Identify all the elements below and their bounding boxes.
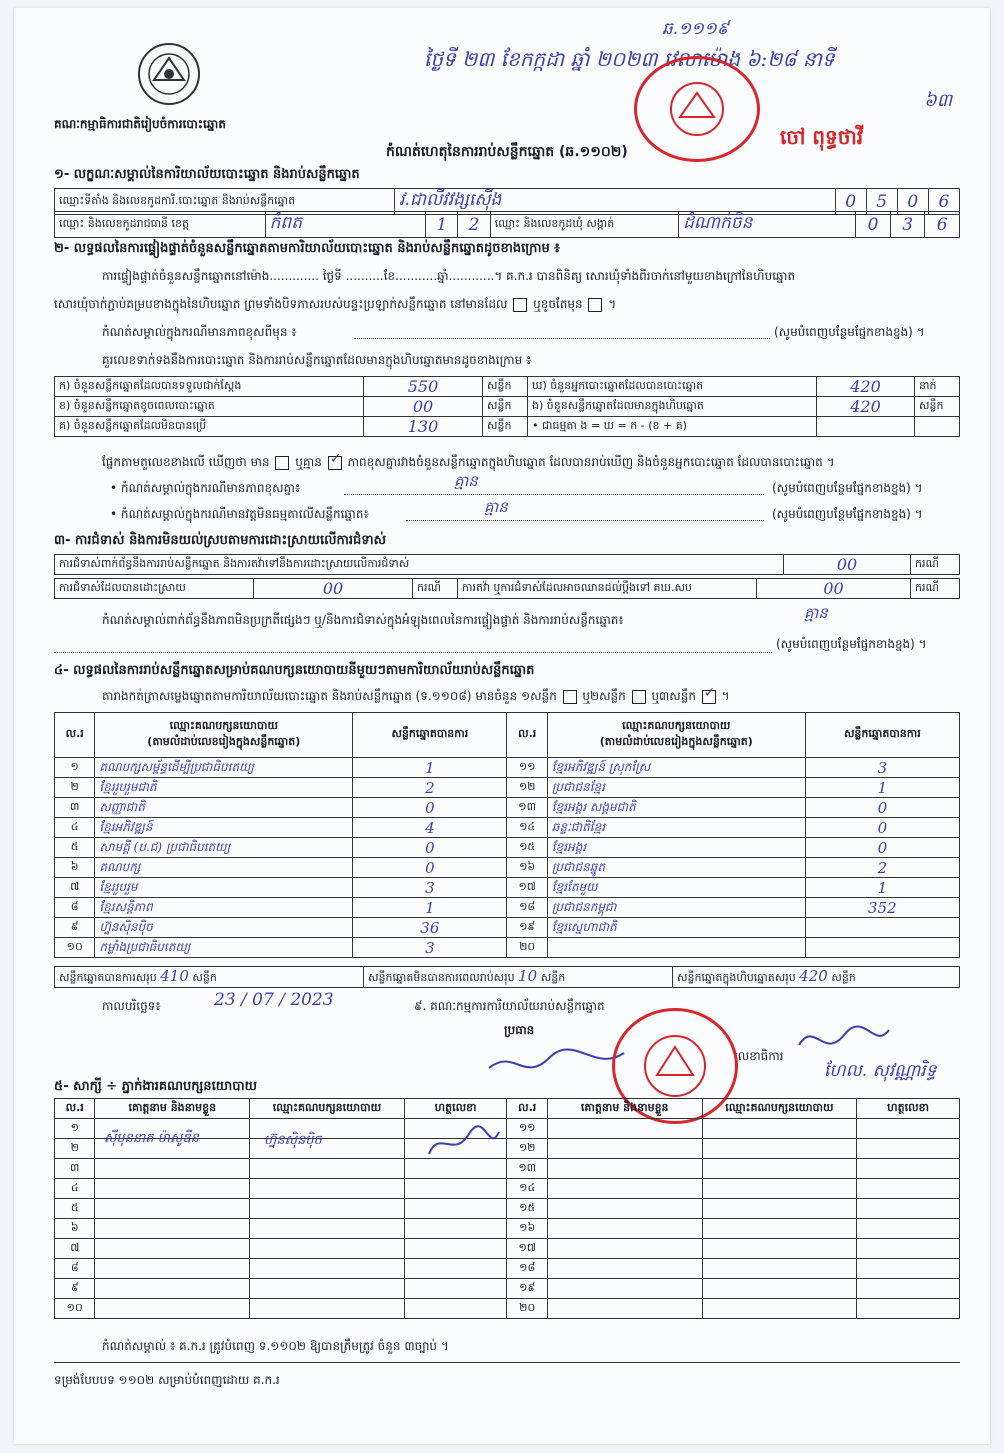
- sign-cell: [857, 1299, 960, 1319]
- row2b-text: ការតវ៉ា ឬការជំទាស់ដែលអាចឈានដល់ប្តឹងទៅ គឃ.សប: [458, 579, 757, 599]
- sum-valid: 410: [160, 967, 189, 985]
- row-no: ២០: [507, 938, 547, 958]
- row1-value: 00: [784, 555, 911, 575]
- count-unit: [915, 417, 960, 437]
- section2-para2: សោរឃុំចាក់ភ្ជាប់គម្របខាងក្នុងនៃហិបឆ្នោត ព្រមទាំងបិទ​ភាសរបស់បន្ទះប្រឡាក់សន្លឹកឆ្នោត នៅមានដែល ឬខូចតែមុន ។: [54, 297, 617, 311]
- unit: សន្លឹក: [540, 971, 566, 984]
- code-digit: 2: [458, 212, 490, 238]
- note1: • កំណត់សម្គាល់ក្នុងករណីមានភាពខុសគ្នា៖: [110, 481, 301, 495]
- section1-table-row2: [54, 211, 960, 238]
- vote-count: 1: [805, 778, 959, 798]
- row-no: ១៧: [507, 878, 547, 898]
- sum-box-label: សន្លឹកឆ្នោតក្នុងហិបឆ្នោតសរុប: [677, 971, 796, 984]
- emblem-icon: [134, 40, 204, 108]
- col-party: [95, 713, 353, 758]
- count-unit: សន្លឹក: [915, 397, 960, 417]
- dotted-line: [354, 338, 770, 339]
- witness-name-hw: ស៊ីមុននាត ម៉ាសូឌីន: [104, 1131, 199, 1146]
- party-cell: [702, 1279, 857, 1299]
- sign-cell: [404, 1259, 507, 1279]
- row2-label2: ឈ្មោះ និងលេខកូដឃុំ សង្កាត់: [490, 212, 678, 238]
- row-no: ៣: [55, 1159, 95, 1179]
- name-cell: [547, 1119, 702, 1139]
- count-label: ក) ចំនួនសន្លឹកឆ្នោតដែលបានទទួលជាក់ស្តែង: [55, 377, 364, 397]
- section3-note-hw: គ្មាន: [804, 604, 828, 622]
- row2-unit: ករណី: [413, 579, 458, 599]
- row-no: ១១: [507, 1119, 547, 1139]
- row-no: ១២: [507, 1139, 547, 1159]
- count-unit: សន្លឹក: [483, 377, 528, 397]
- vote-count: 4: [353, 818, 507, 838]
- table-row: [55, 1219, 960, 1239]
- party-cell: [250, 1219, 405, 1239]
- row-no: ១៥: [507, 1199, 547, 1219]
- sign-cell: [857, 1239, 960, 1259]
- code-digit: 6: [925, 212, 960, 238]
- party-name: ខ្មែរអភិវឌ្ឍន៍ ស្រុកស្រែ: [547, 758, 805, 778]
- hw-number-2: ៦៣: [924, 90, 953, 111]
- party-cell: [250, 1299, 405, 1319]
- row2-value: 00: [254, 579, 413, 599]
- note2: • កំណត់សម្គាល់ក្នុងករណីមានវត្តមិនធម្មតាលើសន្លឹកឆ្នោត៖: [110, 507, 369, 521]
- sign-cell: [404, 1279, 507, 1299]
- party-name: កម្លាំងប្រជាធិបតេយ្យ: [95, 938, 353, 958]
- row-no: ១៣: [507, 1159, 547, 1179]
- section3-note: កំណត់សម្គាល់ពាក់ព័ន្ធនឹងភាពមិនប្រក្រតីផ្សេងៗ ឬ/និងការជំទាស់ក្នុងអំឡុងពេលនៃការផ្ទៀងផ្ទាត់ និងការរាប់សន្លឹកឆ្នោត៖: [102, 613, 624, 627]
- note1-hw: គ្មាន: [454, 472, 478, 490]
- table-row: [55, 1299, 960, 1319]
- name-cell: [95, 1299, 250, 1319]
- section1-heading: ១- លក្ខណៈសម្គាល់នៃការិយាល័យបោះឆ្នោត និងរាប់សន្លឹកឆ្នោត: [54, 167, 360, 182]
- sign-cell: [404, 1239, 507, 1259]
- party-name: ប្រជាជនខ្មែរ: [547, 778, 805, 798]
- row-no: ៥: [55, 838, 95, 858]
- party-cell: [702, 1179, 857, 1199]
- sum-valid-cell: [55, 967, 364, 988]
- party-cell: [250, 1159, 405, 1179]
- section2-para4: គួរលេខទាក់ទងនឹងការបោះឆ្នោត និងការរាប់សន្លឹកឆ្នោតដែលមានក្នុងហិបឆ្នោតមានដូចខាងក្រោម ៖: [102, 353, 532, 367]
- col-party-sub: (តាមលំដាប់លេខរៀងក្នុងសន្លឹកឆ្នោត): [599, 735, 753, 748]
- table-row: [55, 758, 960, 778]
- signature-icon: [424, 1124, 504, 1164]
- note2-hint: (សូមបំពេញបន្ថែមផ្នែកខាងខ្នង) ។: [772, 507, 923, 521]
- col-party: [547, 713, 805, 758]
- hw-date-line: ថ្ងៃទី ២៣ ខែកក្កដា ឆ្នាំ ២០២៣ វេលាម៉ោង ៦:២៨ នាទី: [424, 47, 835, 71]
- check-none-text: ឬគ្មាន: [295, 455, 322, 469]
- row-no: ១៩: [507, 918, 547, 938]
- vote-count: 352: [805, 898, 959, 918]
- row-no: ៦: [55, 858, 95, 878]
- party-name: [547, 938, 805, 958]
- vote-count: 1: [353, 758, 507, 778]
- vote-count: 0: [353, 798, 507, 818]
- party-cell: [250, 1199, 405, 1219]
- counts-table: [54, 376, 960, 437]
- section2-heading: ២- លទ្ធផលនៃការផ្ទៀងផ្ទាត់ចំនួនសន្លឹកឆ្នោតតាមការិយាល័យបោះឆ្នោត និងរាប់សន្លឹកឆ្នោតដូចខាងក្រោម ៖: [54, 241, 560, 256]
- row-no: ៩: [55, 918, 95, 938]
- row1-label: ឈ្មោះទីតាំង និងលេខកូដការិ.បោះឆ្នោត និងរាប់សន្លឹកឆ្នោត: [55, 189, 395, 215]
- row-no: ៧: [55, 1239, 95, 1259]
- count-unit: នាក់: [915, 377, 960, 397]
- table-row: [55, 918, 960, 938]
- party-cell: [702, 1259, 857, 1279]
- name-cell: [547, 1259, 702, 1279]
- row-no: ៨: [55, 898, 95, 918]
- col-party-sub: (តាមលំដាប់លេខរៀងក្នុងសន្លឹកឆ្នោត): [147, 735, 301, 748]
- row2-text: ការជំទាស់ដែលបានដោះស្រាយ: [55, 579, 254, 599]
- check-line: [102, 450, 835, 472]
- count-value: 420: [817, 377, 915, 397]
- checkbox-icon[interactable]: [588, 298, 602, 312]
- section5-heading: ៥- សាក្សី ÷ ភ្នាក់ងារគណបក្សនយោបាយ: [54, 1079, 257, 1094]
- table-row: [55, 898, 960, 918]
- row-no: ១០: [55, 938, 95, 958]
- unit: សន្លឹក: [831, 971, 856, 984]
- row-no: ១៩: [507, 1279, 547, 1299]
- sign-cell: [857, 1279, 960, 1299]
- form-title: កំណត់ហេតុនៃការរាប់សន្លឹកឆ្នោត (ឆ.១១០២): [386, 144, 628, 160]
- row-no: ១: [55, 1119, 95, 1139]
- table-row: [55, 798, 960, 818]
- party-cell: [250, 1279, 405, 1299]
- row-no: ១: [55, 758, 95, 778]
- section4-heading: ៤- លទ្ធផលនៃការរាប់សន្លឹកឆ្នោតសម្រាប់គណបក្សនយោបាយនីមួយៗតាមការិយាល័យរាប់សន្លឹកឆ្នោត: [54, 663, 535, 678]
- col-party-label: ឈ្មោះគណបក្សនយោបាយ: [169, 719, 278, 732]
- party-cell: [702, 1219, 857, 1239]
- party-name: ខ្មែរតែមួយ: [547, 878, 805, 898]
- row-no: ១៨: [507, 898, 547, 918]
- sign-cell: [404, 1179, 507, 1199]
- divider: [54, 1362, 960, 1363]
- section3-note-hint: (សូមបំពេញបន្ថែមផ្នែកខាងខ្នង) ។: [776, 637, 927, 651]
- row1-unit: ករណី: [911, 555, 960, 575]
- signature-icon: [794, 1020, 894, 1060]
- count-unit: សន្លឹក: [483, 397, 528, 417]
- counts-row: [55, 417, 960, 437]
- witness-party-hw: ហ្វ៊ុនស៊ិនប៉ិច: [264, 1133, 322, 1148]
- table-row: [55, 878, 960, 898]
- row-no: ៤: [55, 1179, 95, 1199]
- party-cell: [702, 1159, 857, 1179]
- table-row: [55, 1159, 960, 1179]
- party-name: ខ្មែររួបរួម: [95, 878, 353, 898]
- count-value: 130: [364, 417, 483, 437]
- table-row: [55, 1279, 960, 1299]
- checkbox-checked-icon[interactable]: ✓: [328, 456, 342, 470]
- vote-count: 2: [805, 858, 959, 878]
- para2b-text: ឬខូចតែមុន: [533, 297, 583, 311]
- vote-count: 0: [353, 838, 507, 858]
- note2-hw: គ្មាន: [484, 498, 508, 516]
- sign-cell: [404, 1299, 507, 1319]
- intro-text: តារាងកត់ត្រាសម្លេងឆ្នោតតាមការិយាល័យបោះឆ្នោត និងរាប់សន្លឹកឆ្នោត (ទ.១១០៨) មានចំនួន ១សន្លឹក: [102, 689, 557, 703]
- para3-hint: (សូមបំពេញបន្ថែមផ្នែកខាងខ្នង) ។: [774, 325, 925, 339]
- name-cell: [547, 1199, 702, 1219]
- col-no: ល.រ: [55, 713, 95, 758]
- party-cell: [702, 1139, 857, 1159]
- code-digit: 1: [426, 212, 458, 238]
- name-cell: [547, 1239, 702, 1259]
- checkbox-checked-icon[interactable]: ✓: [702, 690, 716, 704]
- party-name: សាមគ្គី (ប.ជ) ប្រជាធិបតេយ្យ: [95, 838, 353, 858]
- row-no: ៩: [55, 1279, 95, 1299]
- row2-label: ឈ្មោះ និងលេខកូដរាជធានី ខេត្ត: [55, 212, 266, 238]
- name-cell: [547, 1139, 702, 1159]
- sum-box-cell: [673, 967, 960, 988]
- dotted-line: [344, 494, 764, 495]
- sum-invalid-cell: [364, 967, 673, 988]
- col-votes: សន្លឹកឆ្នោតបានការ: [353, 713, 507, 758]
- dotted-line: [406, 520, 764, 521]
- table-row: [55, 818, 960, 838]
- vote-count: 36: [353, 918, 507, 938]
- row-no: ១២: [507, 778, 547, 798]
- form-page: [14, 8, 990, 1444]
- vote-count: 1: [353, 898, 507, 918]
- row-no: ៧: [55, 878, 95, 898]
- objections-table-2: [54, 578, 960, 599]
- count-value: 550: [364, 377, 483, 397]
- vote-count: 2: [353, 778, 507, 798]
- name-cell: [547, 1159, 702, 1179]
- dotted-line: [54, 652, 772, 653]
- secretary-label: លេខាធិការ: [734, 1049, 784, 1063]
- sign-cell: [857, 1219, 960, 1239]
- sum-invalid: 10: [518, 967, 538, 985]
- count-value: 420: [817, 397, 915, 417]
- party-name: ប្រជាជនកម្ពុជា: [547, 898, 805, 918]
- name-cell: [95, 1239, 250, 1259]
- row-no: ១៧: [507, 1239, 547, 1259]
- totals-table: [54, 966, 960, 988]
- section2-para3: កំណត់សម្គាល់ក្នុងករណីមានភាពខុសពីមុន ៖: [102, 325, 297, 339]
- hw-number: ឆ.១១១៩: [662, 19, 729, 39]
- counts-row: [55, 397, 960, 417]
- vote-count: [805, 918, 959, 938]
- footer-note: កំណត់សម្គាល់ ៖ គ.ក.រ ត្រូវបំពេញ ទ.១១០២ ឱ្យបានត្រឹមត្រូវ ចំនួន ៣ច្បាប់ ។: [102, 1339, 449, 1353]
- party-cell: [250, 1259, 405, 1279]
- sign-cell: [404, 1219, 507, 1239]
- name-cell: [547, 1279, 702, 1299]
- sign-cell: [857, 1199, 960, 1219]
- col-sign: ហត្ថលេខា: [404, 1099, 507, 1119]
- party-name: ហ្វ៊ុនស៊ិនប៉ិច: [95, 918, 353, 938]
- count-label: ង) ចំនួនសន្លឹកឆ្នោតដែលមានក្នុងហិបឆ្នោត: [528, 397, 817, 417]
- row-no: ១៤: [507, 818, 547, 838]
- row-no: ៣: [55, 798, 95, 818]
- party-name: ខ្មែរអភិវឌ្ឍន៍: [95, 818, 353, 838]
- vote-count: 3: [353, 938, 507, 958]
- row1-text: ការជំទាស់ពាក់ព័ន្ធនឹងការរាប់សន្លឹកឆ្នោត និងការតវ៉ាទៅនឹងការដោះស្រាយលើការជំទាស់: [55, 555, 784, 575]
- commission-name: គណៈកម្មាធិការជាតិរៀបចំការបោះឆ្នោត: [54, 117, 226, 131]
- name-cell: [95, 1219, 250, 1239]
- section2-para1: ការផ្ទៀងផ្ទាត់ចំនួនសន្លឹកឆ្នោតនៅម៉ោង............. ថ្ងៃទី ..........ខែ...........ឆ្នាំ............។ គ.ក.រ បានពិនិត្យ សោរឃុំទាំងពីរចាក់នៅមួយខាងក្រៅនៃហិបឆ្នោត: [102, 269, 796, 283]
- row-no: ៤: [55, 818, 95, 838]
- form-footer: ទម្រង់បែបបទ ១១០២ សម្រាប់បំពេញដោយ គ.ក.រ: [54, 1373, 280, 1387]
- checkbox-icon[interactable]: [632, 690, 646, 704]
- vote-count: 0: [805, 798, 959, 818]
- count-label: ខ) ចំនួនសន្លឹកឆ្នោតខូចពេលបោះឆ្នោត: [55, 397, 364, 417]
- code-digit: 3: [890, 212, 925, 238]
- party-name: គណបក្សសម្ព័ន្ធដើម្បីប្រជាធិបតេយ្យ: [95, 758, 353, 778]
- code-digit: 0: [897, 189, 928, 215]
- chair-label: ប្រធាន: [504, 1023, 535, 1037]
- intro3-text: ឬ៣សន្លឹក: [651, 689, 696, 703]
- sign-cell: [857, 1259, 960, 1279]
- vote-count: 1: [805, 878, 959, 898]
- table-row: [55, 1259, 960, 1279]
- code-digit: 5: [866, 189, 897, 215]
- table-row: [55, 858, 960, 878]
- row-no: ១០: [55, 1299, 95, 1319]
- code-digit: 6: [928, 189, 959, 215]
- code-digit: 0: [856, 212, 891, 238]
- row1-value: វ.ជាលីវវង្សស៊ើង: [395, 189, 835, 215]
- party-name: ខ្មែរអង្គរ សង្គមជាតិ: [547, 798, 805, 818]
- col-sign: ហត្ថលេខា: [857, 1099, 960, 1119]
- party-name: សញ្ញាជាតិ: [95, 798, 353, 818]
- count-label: ឃ) ចំនួនអ្នកបោះឆ្នោតដែលបានបោះឆ្នោត: [528, 377, 817, 397]
- col-no: ល.រ: [55, 1099, 95, 1119]
- party-cell: [702, 1239, 857, 1259]
- col-no: ល.រ: [507, 713, 547, 758]
- name-cell: [95, 1179, 250, 1199]
- sign-cell: [404, 1199, 507, 1219]
- checkbox-icon[interactable]: [563, 690, 577, 704]
- col-party-label: ឈ្មោះគណបក្សនយោបាយ: [622, 719, 731, 732]
- name-cell: [95, 1279, 250, 1299]
- sign-cell: [857, 1179, 960, 1199]
- row-no: ១៦: [507, 1219, 547, 1239]
- secretary-hw: ហែល. សុវណ្ណារិទ្ធ: [824, 1061, 937, 1081]
- vote-count: [805, 938, 959, 958]
- sum-invalid-label: សន្លឹកឆ្នោតមិនបានការពេលរាប់សរុប: [368, 971, 515, 984]
- party-name: ប្រជាជនឆ្នូត: [547, 858, 805, 878]
- counts-row: [55, 377, 960, 397]
- row-no: ១៥: [507, 838, 547, 858]
- count-value: 00: [364, 397, 483, 417]
- objections-table: [54, 554, 960, 575]
- name-cell: [95, 1259, 250, 1279]
- row2-value: កំពត: [265, 212, 425, 238]
- table-row: [55, 1179, 960, 1199]
- row-no: ១៦: [507, 858, 547, 878]
- name-cell: [547, 1299, 702, 1319]
- name-cell: [547, 1219, 702, 1239]
- party-name: ឆន្ទៈ​ជាតិខ្មែរ: [547, 818, 805, 838]
- check-rest-text: ភាពខុសគ្នារវាងចំនួនសន្លឹកឆ្នោតក្នុងហិបឆ្នោត ដែលបានរាប់ឃើញ និងចំនួនអ្នកបោះឆ្នោត ដែលបានបោះឆ្នោត ។: [347, 455, 835, 469]
- col-name: គោត្តនាម និងនាមខ្លួន: [95, 1099, 250, 1119]
- party-name: គណបក្ស: [95, 858, 353, 878]
- note1-hint: (សូមបំពេញបន្ថែមផ្នែកខាងខ្នង) ។: [772, 481, 923, 495]
- table-row: [55, 838, 960, 858]
- sign-cell: [857, 1139, 960, 1159]
- party-cell: [702, 1199, 857, 1219]
- date-hw: 23 / 07 / 2023: [214, 990, 334, 1010]
- row-no: ២០: [507, 1299, 547, 1319]
- code-digit: 0: [835, 189, 866, 215]
- row-no: ២: [55, 1139, 95, 1159]
- count-label: គ) ចំនួនសន្លឹកឆ្នោតដែលមិនបានប្រើ: [55, 417, 364, 437]
- col-name: គោត្តនាម និងនាមខ្លួន: [547, 1099, 702, 1119]
- vote-count: 3: [353, 878, 507, 898]
- section4-intro: តារាងកត់ត្រាសម្លេងឆ្នោតតាមការិយាល័យបោះឆ្នោត និងរាប់សន្លឹកឆ្នោត (ទ.១១០៨) មានចំនួន ១សន្លឹក ឬ២សន្លឹក ឬ៣សន្លឹក ✓ ។: [102, 684, 730, 703]
- name-cell: [95, 1199, 250, 1219]
- row-no: ១៨: [507, 1259, 547, 1279]
- check-line-text: ផ្នែកតាមតួលេខខាងលើ ឃើញថា មាន: [102, 455, 270, 469]
- party-name: ខ្មែរសន្តិភាព: [95, 898, 353, 918]
- results-table: [54, 712, 960, 958]
- vote-count: 0: [805, 818, 959, 838]
- signer-name: ចៅ ពុទ្ធថាវី: [780, 125, 864, 149]
- name-cell: [547, 1179, 702, 1199]
- checkbox-icon[interactable]: [513, 298, 527, 312]
- row-no: ៨: [55, 1259, 95, 1279]
- row-no: ២: [55, 778, 95, 798]
- party-name: ខ្មែរអង្គរ: [547, 838, 805, 858]
- red-seal-icon: [634, 56, 760, 162]
- intro2-text: ឬ២សន្លឹក: [582, 689, 626, 703]
- table-row: [55, 938, 960, 958]
- table-row: [55, 1199, 960, 1219]
- row2b-unit: ករណី: [911, 579, 960, 599]
- col-party: ឈ្មោះគណបក្សនយោបាយ: [702, 1099, 857, 1119]
- party-name: ខ្មែររួបរួមជាតិ: [95, 778, 353, 798]
- col-party: ឈ្មោះគណបក្សនយោបាយ: [250, 1099, 405, 1119]
- committee-label: ៩. គណៈកម្មការការិយាល័យរាប់សន្លឹកឆ្នោត: [414, 999, 605, 1013]
- vote-count: 0: [805, 838, 959, 858]
- section3-heading: ៣- ការជំទាស់ និងការមិនយល់ស្របតាមការដោះស្រាយលើការជំទាស់: [54, 533, 386, 548]
- sign-cell: [857, 1119, 960, 1139]
- sign-cell: [857, 1159, 960, 1179]
- table-row: [55, 778, 960, 798]
- count-label: • ជាធម្មតា ង = ឃ = ក - (ខ + គ): [528, 417, 817, 437]
- vote-count: 3: [805, 758, 959, 778]
- row2-value2: ដំណាក់ចិន: [679, 212, 856, 238]
- name-cell: [95, 1159, 250, 1179]
- row2b-value: 00: [757, 579, 911, 599]
- count-value: [817, 417, 915, 437]
- col-no: ល.រ: [507, 1099, 547, 1119]
- date-label: កាលបរិច្ឆេទ៖: [102, 999, 161, 1013]
- party-cell: [250, 1179, 405, 1199]
- party-name: ខ្មែរស្នេហាជាតិ: [547, 918, 805, 938]
- party-cell: [250, 1239, 405, 1259]
- vote-count: 0: [353, 858, 507, 878]
- row-no: ៥: [55, 1199, 95, 1219]
- col-votes: សន្លឹកឆ្នោតបានការ: [805, 713, 959, 758]
- unit: សន្លឹក: [192, 971, 217, 984]
- row-no: ១៤: [507, 1179, 547, 1199]
- checkbox-icon[interactable]: [275, 456, 289, 470]
- row-no: ៦: [55, 1219, 95, 1239]
- sum-box: 420: [799, 967, 828, 985]
- table-row: [55, 1239, 960, 1259]
- row-no: ១៣: [507, 798, 547, 818]
- count-unit: សន្លឹក: [483, 417, 528, 437]
- sum-valid-label: សន្លឹកឆ្នោតបានការសរុប: [59, 971, 157, 984]
- party-cell: [702, 1299, 857, 1319]
- para2-text: សោរឃុំចាក់ភ្ជាប់គម្របខាងក្នុងនៃហិបឆ្នោត ព្រមទាំងបិទ​ភាសរបស់បន្ទះប្រឡាក់សន្លឹកឆ្នោត នៅមានដែល: [54, 297, 508, 311]
- party-cell: [702, 1119, 857, 1139]
- row-no: ១១: [507, 758, 547, 778]
